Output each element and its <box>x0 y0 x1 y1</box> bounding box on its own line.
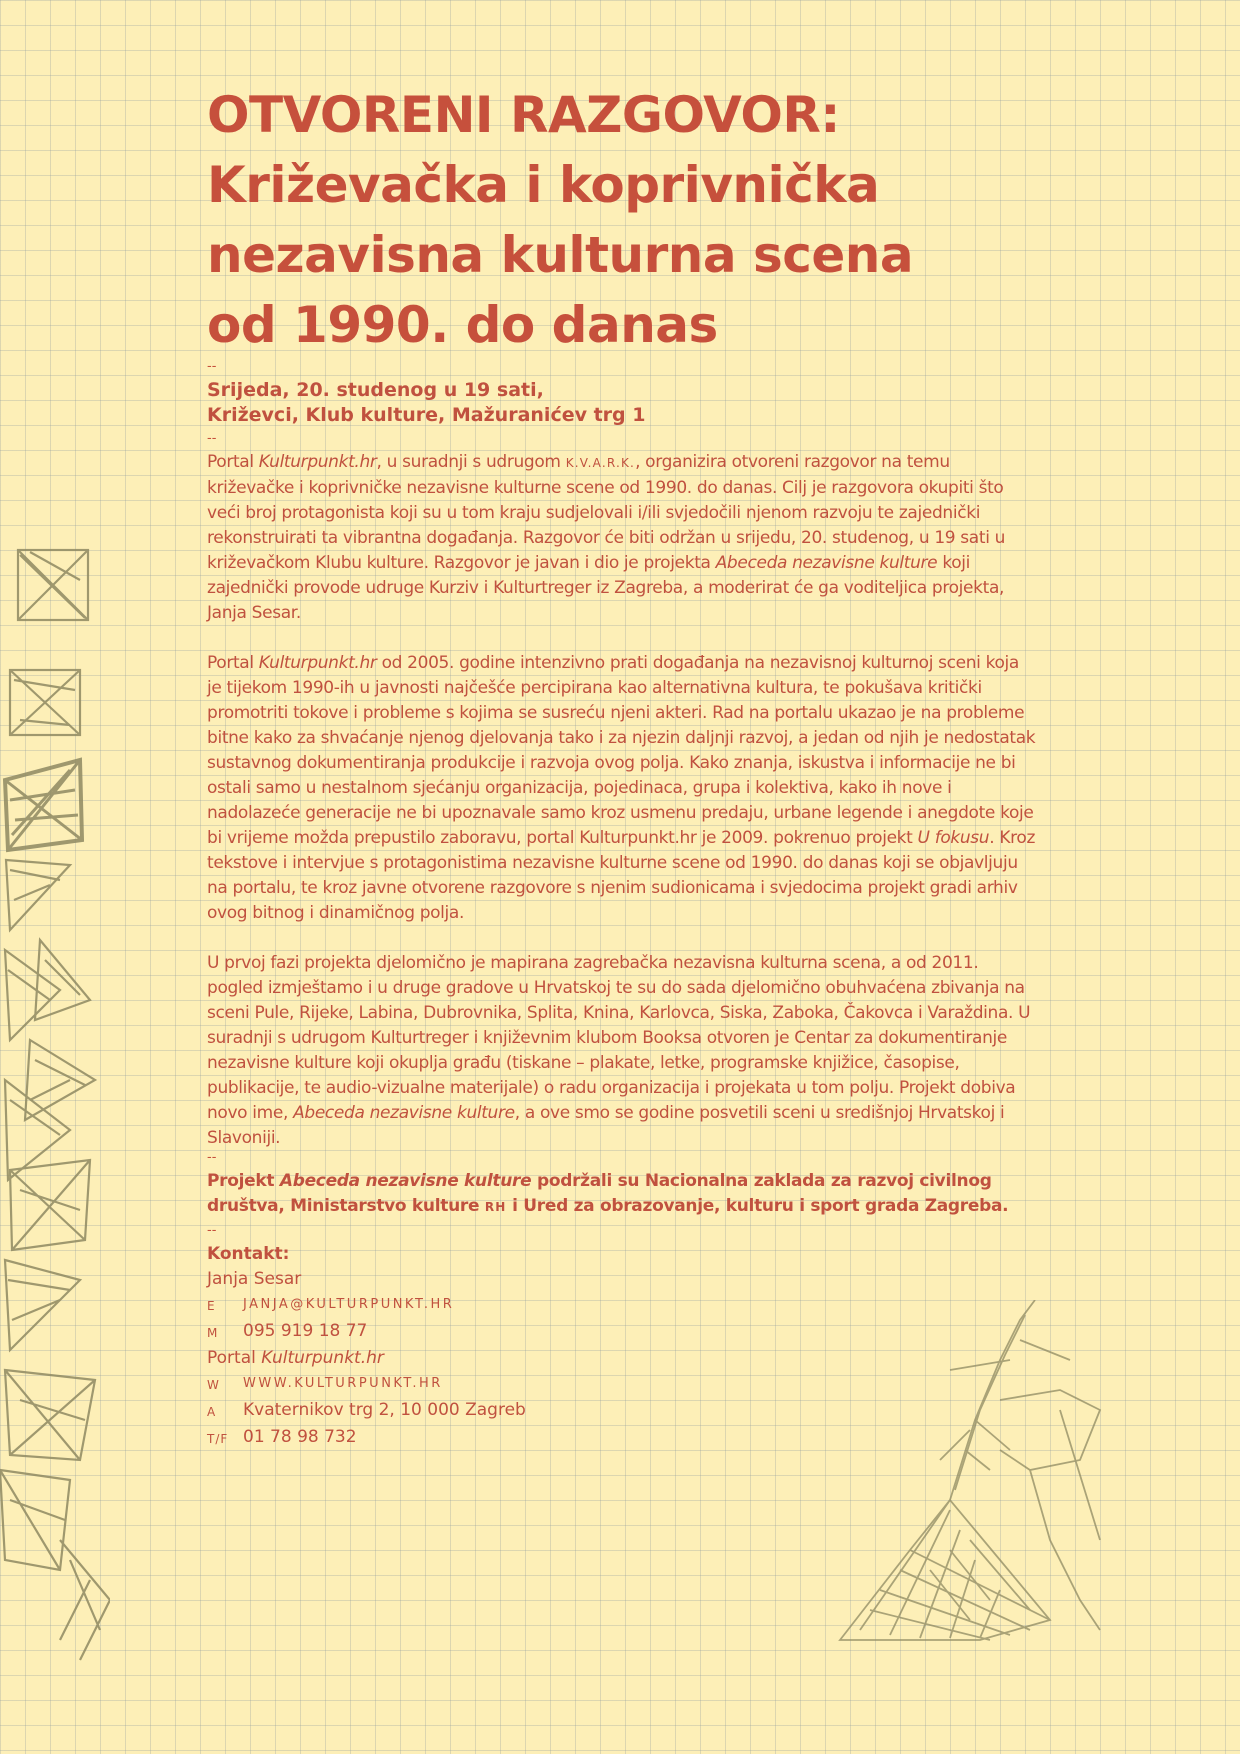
contact-web-row <box>207 1371 1037 1398</box>
event-location: Križevci, Klub kulture, Mažuranićev trg 1 <box>207 404 646 426</box>
contact-block <box>207 1242 1037 1452</box>
title-line: od 1990. do danas <box>207 296 718 354</box>
page-title <box>207 80 1037 360</box>
title-line: nezavisna kulturna scena <box>207 226 914 284</box>
contact-mobile-row <box>207 1319 1037 1346</box>
web-label: W <box>207 1378 220 1392</box>
mobile-label: M <box>207 1326 219 1340</box>
project-name: U fokusu <box>917 828 990 848</box>
separator: -- <box>207 431 217 446</box>
event-info <box>207 378 1037 428</box>
portal-paragraph: Portal Kulturpunkt.hr od 2005. godine intenzivno prati događanja na nezavisnoj kulturnoj sceni koja je tijekom 1990-ih u javnosti najčešće percipirana kao alternativna kultura, te pokušava kritički promotriti tokove i probleme s kojima se susreću njeni akteri. Rad na portalu ukazao je na probleme bitne kako za shvaćanje njenog djelovanja tako i za njezin daljnji razvoj, a jedan od njih je nedostatak sustavnog dokumentiranja produkcije i razvoja ovog polja. Kako znanja, iskustva i informacije ne bi ostali samo u nestalnom sjećanju organizacija, pojedinaca, grupa i kolektiva, kako ih nove i nadolazeće generacije ne bi upoznavale samo kroz usmenu predaju, urbane legende i anegdote koje bi vrijeme možda prepustilo zaboravu, portal Kulturpunkt.hr je 2009. pokrenuo projekt U fokusu. Kroz tekstove i intervjue s protagonistima nezavisne kulturne scene od 1990. do danas koji se objavljuju na portalu, te kroz javne otvorene razgovore s njenim sudionicama i svjedocima projekt gradi arhiv ovog bitnog i dinamičnog polja. <box>207 653 1036 923</box>
title-line: Križevačka i koprivnička <box>207 156 880 214</box>
contact-email-link[interactable]: JANJA@KULTURPUNKT.HR <box>243 1297 455 1312</box>
phone-label: T/F <box>207 1432 229 1446</box>
contact-heading: Kontakt: <box>207 1244 290 1264</box>
contact-web-link[interactable]: WWW.KULTURPUNKT.HR <box>243 1376 443 1391</box>
separator: -- <box>207 1223 217 1238</box>
contact-name: Janja Sesar <box>207 1269 302 1289</box>
kvark-org: K.V.A.R.K. <box>565 456 636 470</box>
left-margin-sketch <box>0 520 110 1670</box>
contact-phone: 01 78 98 732 <box>243 1427 357 1447</box>
contact-email-row <box>207 1292 1037 1319</box>
project-name: Abeceda nezavisne kulture <box>715 553 938 573</box>
project-paragraph: U prvoj fazi projekta djelomično je mapirana zagrebačka nezavisna kulturna scena, a od 2011. pogled izmještamo i u druge gradove u Hrvatskoj te su do sada djelomično obuhvaćena zbivanja na sceni Pule, Rijeke, Labina, Dubrovnika, Splita, Knina, Karlovca, Siska, Zaboka, Čakovca i Varaždina. U suradnji s udrugom Kulturtreger i književnim klubom Booksa otvoren je Centar za dokumentiranje nezavisne kulture koji okuplja građu (tiskane – plakate, letke, programske knjižice, časopise, publikacije, te audio-vizualne materijale) o radu organizacija i projekata u tom polju. Projekt dobiva novo ime, Abeceda nezavisne kulture, a ove smo se godine posvetili sceni u središnjoj Hrvatskoj i Slavoniji. <box>207 953 1031 1148</box>
portal-name: Kulturpunkt.hr <box>258 653 377 673</box>
contact-address-row <box>207 1398 1037 1425</box>
contact-phone-row <box>207 1425 1037 1452</box>
document-body <box>207 80 1037 1452</box>
title-line: OTVORENI RAZGOVOR: <box>207 86 840 144</box>
portal-name: Kulturpunkt.hr <box>258 452 377 472</box>
intro-paragraph: Portal Kulturpunkt.hr, u suradnji s udrugom K.V.A.R.K., organizira otvoreni razgovor na temu križevačke i koprivničke nezavisne kulturne scene od 1990. do danas. Cilj je razgovora okupiti što veći broj protagonista koji su u tom kraju sudjelovali i/ili svjedočili njenom razvoju te zajednički rekonstruirati ta vibrantna događanja. Razgovor će biti održan u srijedu, 20. studenog, u 19 sati u križevačkom Klubu kulture. Razgovor je javan i dio je projekta Abeceda nezavisne kulture koji zajednički provode udruge Kurziv i Kulturtreger iz Zagreba, a moderirat će ga voditeljica projekta, Janja Sesar. <box>207 452 1006 623</box>
email-label: E <box>207 1299 216 1313</box>
contact-mobile: 095 919 18 77 <box>243 1321 368 1341</box>
separator: -- <box>207 1150 217 1165</box>
contact-portal: Portal Kulturpunkt.hr <box>207 1348 384 1368</box>
address-label: A <box>207 1405 217 1419</box>
support-note: Projekt Abeceda nezavisne kulture podržali su Nacionalna zaklada za razvoj civilnog društva, Ministarstvo kulture RH i Ured za obrazovanje, kulturu i sport grada Zagreba. <box>207 1171 1009 1216</box>
event-date: Srijeda, 20. studenog u 19 sati, <box>207 379 544 401</box>
project-name: Abeceda nezavisne kulture <box>293 1103 515 1123</box>
contact-address: Kvaternikov trg 2, 10 000 Zagreb <box>243 1400 526 1420</box>
separator: -- <box>207 359 217 374</box>
